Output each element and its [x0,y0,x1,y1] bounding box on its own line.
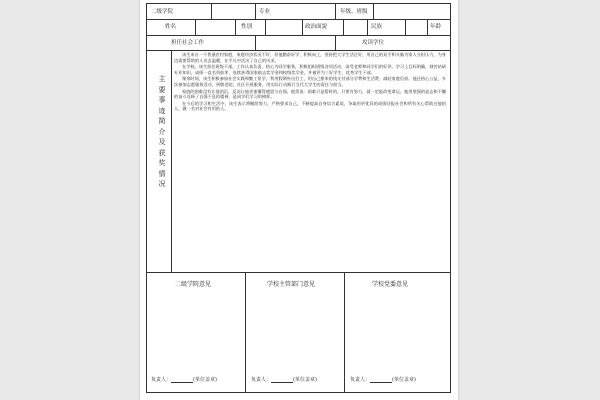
title-char: 要 [158,85,166,94]
row-divider [147,272,450,273]
title-char: 况 [158,180,166,188]
story-section-title [153,74,171,190]
scholarship-label: 攻读学位 [362,40,385,46]
col-divider [302,19,303,35]
grade-class-label: 年级、班级 [340,9,368,15]
col-divider [171,50,172,272]
seal-label: (单位盖章) [293,377,317,383]
col-divider [335,35,336,50]
responsible-label: 负责人： [251,377,272,383]
col-divider [265,19,266,35]
ethnicity-label: 民族 [371,24,383,30]
form-sheet [140,0,458,400]
title-char: 事 [158,96,166,104]
col-divider [335,4,336,19]
story-paragraph: 家庭的困难没有让他消沉，反而让他更加懂得感恩与自强。他常说：困难只是暂时的，只要肯努力，就一定能改变命运。他用坚强的意志和不懈的奋斗诠释了自强不息的精神，是同学们学习的榜样。 [174,88,446,100]
signature-blank[interactable] [370,377,392,383]
col-divider [427,19,428,35]
col-divider [255,4,256,19]
seal-label: (单位盖章) [392,377,416,383]
row-divider [147,35,450,36]
col-divider [235,19,236,35]
title-char: 简 [158,117,166,125]
social-work-label: 担任社会工作 [171,40,205,46]
college-opinion-title: 二级学院意见 [175,281,212,288]
col-divider [344,272,345,393]
gender-label: 性别 [241,24,253,30]
col-divider [367,19,368,35]
department-opinion-title: 学校主管部门意见 [267,281,316,288]
story-paragraph: 该生来自一个普通农村家庭，家庭经济状况不好，但他勤奋好学、积极向上，坚持把大学生活过好，用自己的双手和头脑为家人分担压力，为身边需要帮助的人送去温暖，在平凡中活出了自己的风采。 [174,52,446,63]
title-char: 及 [158,138,166,146]
story-body [174,52,446,113]
responsible-label: 负责人： [151,377,172,383]
seal-label: (单位盖章) [193,377,217,383]
col-divider [245,272,246,393]
signature-blank[interactable] [271,377,293,383]
title-char: 获 [158,148,166,157]
politics-label: 政治面貌 [305,24,328,30]
title-char: 迹 [158,106,166,115]
responsible-label: 负责人： [350,377,371,383]
party-signature-line [350,376,416,383]
col-divider [343,19,344,35]
major-label: 专业 [259,9,271,15]
party-committee-opinion-title: 学校党委意见 [372,281,409,288]
title-char: 介 [158,127,166,136]
col-divider [405,19,406,35]
department-signature-line [251,376,317,383]
college-signature-line [151,376,217,383]
story-paragraph: 在今后的学习和生活中，该生表示将继续努力，严格要求自己，不断提高自身综合素质，争取用更优异的成绩回报社会和所有关心帮助过他的人，做一名对社会有用的人。 [174,100,446,112]
title-char: 奖 [158,159,166,167]
signature-blank[interactable] [171,377,193,383]
col-divider [211,4,212,19]
col-divider [373,4,374,19]
college-label: 二级学院 [151,9,174,15]
story-paragraph: 课余时间，该生积极参加社会实践和勤工俭学，利用假期外出打工，用自己挣来的钱支付部分学费和生活费，减轻家庭负担。他还热心公益，多次参加志愿服务活动，到敬老院、社区开展服务，用实际行动践行当代大学生的责任与担当。 [174,76,446,87]
row-divider [147,50,450,51]
col-divider [195,19,196,35]
title-char: 情 [158,169,166,178]
story-paragraph: 在学校，该生担任班级干部，工作认真负责，热心为同学服务，积极组织班级各项活动，深受老师和同学们的好评。学习上目标明确，刻苦钻研专业知识，成绩一直名列前茅，连续获得国家励志奖学金和校级奖学金，并被评为三好学生、优秀学生干部。 [174,64,446,75]
col-divider [255,35,256,50]
title-char: 主 [158,75,166,83]
age-label: 年龄 [430,24,442,30]
name-label: 姓名 [165,24,177,30]
